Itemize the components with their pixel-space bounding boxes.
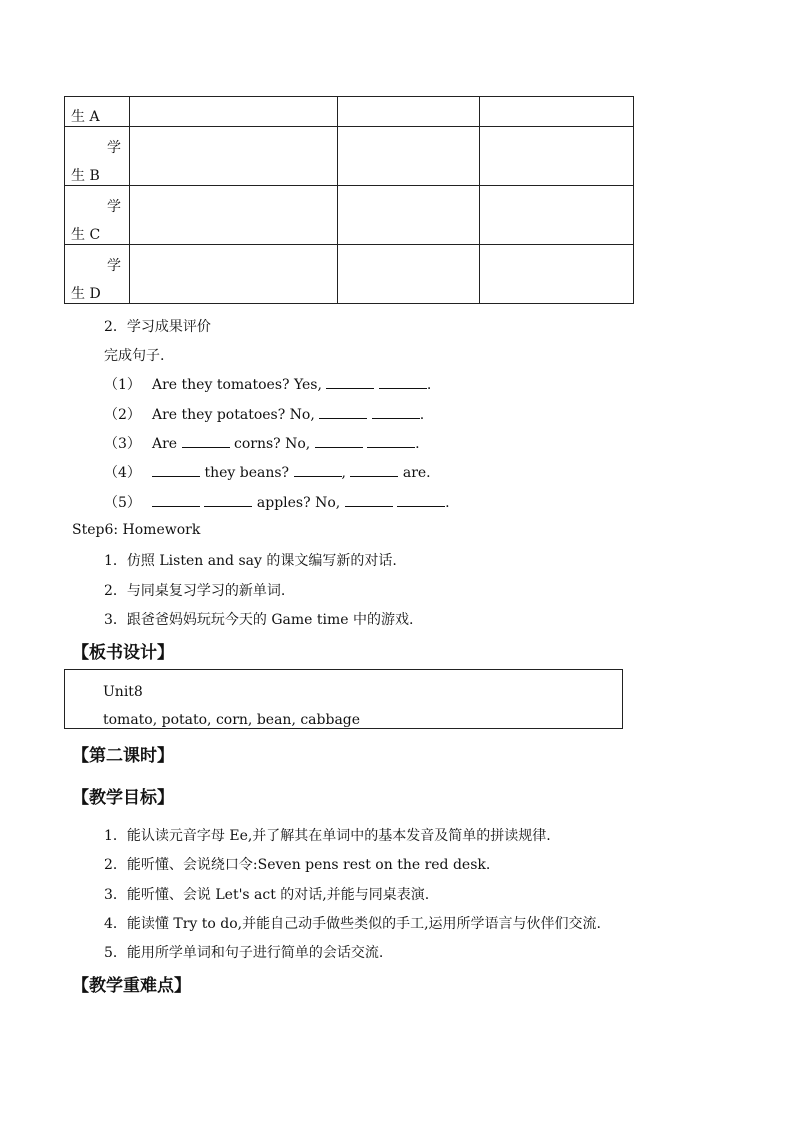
objective-item: 1．能认读元音字母 Ee,并了解其在单词中的基本发音及简单的拼读规律. — [104, 828, 551, 844]
exercise-number: （3） — [104, 436, 141, 452]
answer-blank — [397, 494, 445, 507]
table-row — [65, 245, 634, 304]
table-row — [65, 186, 634, 245]
evaluation-cell — [480, 97, 634, 127]
answer-blank — [350, 464, 398, 477]
exercise-text: are. — [398, 465, 431, 481]
evaluation-cell — [338, 97, 480, 127]
student-label-bottom: 生 B — [71, 168, 100, 184]
objective-item: 4．能读懂 Try to do,并能自己动手做些类似的手工,运用所学语言与伙伴们交流. — [104, 916, 601, 932]
student-label-cell — [65, 186, 130, 245]
answer-blank — [204, 494, 252, 507]
answer-blank — [319, 406, 367, 419]
section-title: 2．学习成果评价 — [104, 319, 211, 335]
homework-item: 3．跟爸爸妈妈玩玩今天的 Game time 中的游戏. — [104, 612, 414, 628]
answer-blank — [367, 435, 415, 448]
evaluation-cell — [338, 245, 480, 304]
student-label-top: 学 — [107, 258, 121, 274]
instruction: 完成句子. — [104, 348, 165, 364]
board-box — [64, 669, 623, 729]
evaluation-cell — [130, 245, 338, 304]
student-label-cell — [65, 245, 130, 304]
evaluation-cell — [130, 186, 338, 245]
evaluation-cell — [480, 127, 634, 186]
homework-item: 2．与同桌复习学习的新单词. — [104, 583, 286, 599]
objective-item: 3．能听懂、会说 Let's act 的对话,并能与同桌表演. — [104, 887, 430, 903]
student-label-bottom: 生 D — [71, 286, 101, 302]
exercise-text: they beans? — [200, 465, 294, 481]
answer-blank — [345, 494, 393, 507]
answer-blank — [372, 406, 420, 419]
homework-item: 1．仿照 Listen and say 的课文编写新的对话. — [104, 553, 397, 569]
keypoints-heading: 【教学重难点】 — [72, 976, 191, 996]
table-row — [65, 127, 634, 186]
exercise-text: Are they potatoes? No, — [152, 407, 320, 423]
answer-blank — [152, 464, 200, 477]
exercise-text: . — [419, 407, 425, 423]
answer-blank — [379, 376, 427, 389]
answer-blank — [152, 494, 200, 507]
objective-item: 5．能用所学单词和句子进行简单的会话交流. — [104, 945, 384, 961]
exercise-text: , — [341, 465, 351, 481]
evaluation-cell — [130, 127, 338, 186]
lesson2-heading: 【第二课时】 — [72, 746, 174, 766]
exercise-text: . — [445, 495, 450, 511]
evaluation-cell — [338, 127, 480, 186]
student-label-top: 学 — [107, 199, 121, 215]
evaluation-cell — [480, 186, 634, 245]
exercise-text: . — [415, 436, 420, 452]
answer-blank — [326, 376, 374, 389]
exercise-item — [104, 404, 424, 424]
board-line-words: tomato, potato, corn, bean, cabbage — [103, 712, 361, 728]
student-label-cell — [65, 97, 130, 127]
exercise-number: （1） — [104, 377, 141, 393]
board-heading: 【板书设计】 — [72, 643, 174, 663]
homework-title: Step6: Homework — [72, 522, 201, 538]
exercise-number: （4） — [104, 465, 141, 481]
exercise-number: （2） — [104, 407, 141, 423]
exercise-text: Are — [152, 436, 182, 452]
answer-blank — [315, 435, 363, 448]
exercise-item — [104, 374, 431, 394]
objective-item: 2．能听懂、会说绕口令:Seven pens rest on the red desk. — [104, 857, 491, 873]
exercise-item — [104, 462, 431, 482]
exercise-number: （5） — [104, 495, 141, 511]
exercise-item — [104, 433, 420, 453]
evaluation-cell — [480, 245, 634, 304]
student-label-cell — [65, 127, 130, 186]
exercise-text: apples? No, — [252, 495, 345, 511]
evaluation-table — [64, 96, 634, 304]
exercise-text: Are they tomatoes? Yes, — [152, 377, 327, 393]
exercise-text: . — [426, 377, 432, 393]
answer-blank — [294, 464, 342, 477]
table-row — [65, 97, 634, 127]
student-label-bottom: 生 C — [71, 227, 101, 243]
evaluation-cell — [338, 186, 480, 245]
exercise-text: corns? No, — [229, 436, 315, 452]
answer-blank — [182, 435, 230, 448]
evaluation-cell — [130, 97, 338, 127]
objectives-heading: 【教学目标】 — [72, 788, 174, 808]
board-line-unit: Unit8 — [103, 684, 143, 700]
exercise-item — [104, 492, 450, 512]
student-label-top: 学 — [107, 140, 121, 156]
student-label-bottom: 生 A — [71, 109, 100, 125]
